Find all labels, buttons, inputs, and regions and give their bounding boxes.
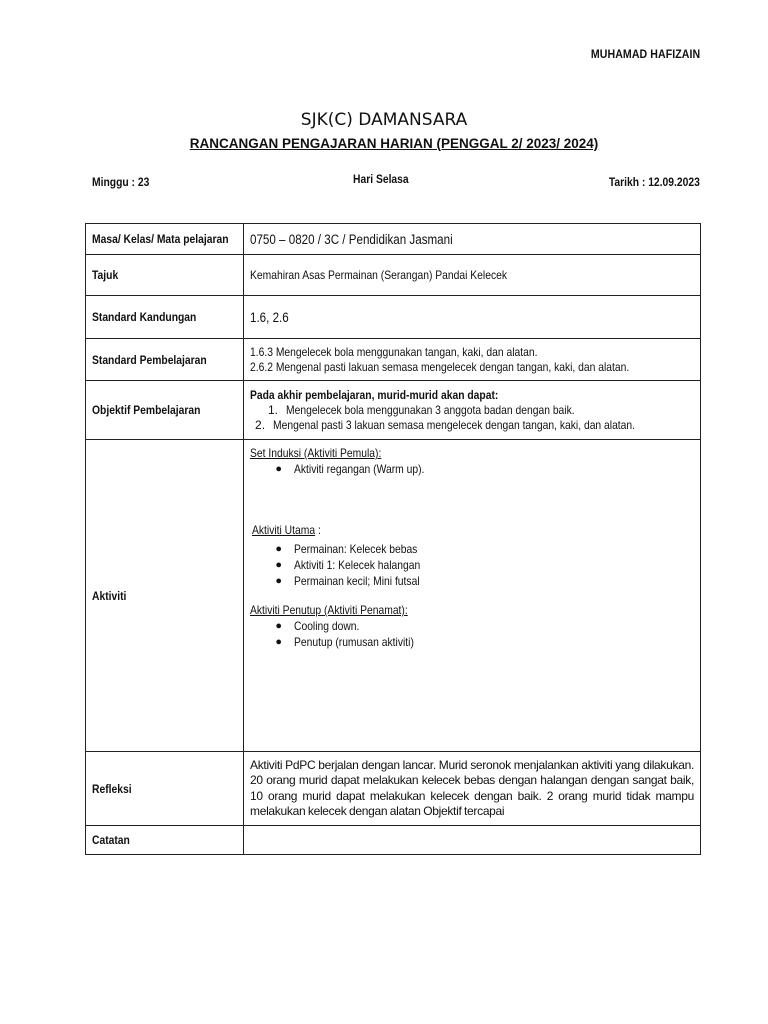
row-value: Kemahiran Asas Permainan (Serangan) Pandai Kelecek [244,255,701,296]
lesson-day: Hari Selasa [353,172,409,186]
row-label: Refleksi [86,752,244,826]
list-item: ● Cooling down. [250,618,694,634]
bullet-icon: ● [275,463,282,475]
bullet-icon: ● [275,620,282,632]
standard-line: 2.6.2 Mengenal pasti lakuan semasa mengelecek dengan tangan, kaki, dan alatan. [250,359,630,374]
week-number: Minggu : 23 [92,175,150,189]
list-item: ● Penutup (rumusan aktiviti) [250,634,694,650]
row-objektif [86,381,701,440]
row-label: Aktiviti [86,440,244,752]
lesson-date: Tarikh : 12.09.2023 [608,175,700,189]
row-label: Standard Kandungan [86,296,244,339]
row-label: Standard Pembelajaran [86,339,244,381]
induksi-title: Set Induksi (Aktiviti Pemula): [250,446,382,460]
row-masa [86,224,701,255]
row-label: Tajuk [86,255,244,296]
row-value [244,339,701,381]
row-refleksi [86,752,701,826]
list-item: 1. Mengelecek bola menggunakan 3 anggota badan dengan baik. [267,402,575,417]
document-title: RANCANGAN PENGAJARAN HARIAN (PENGGAL 2/ 2023/ 2024) [189,136,599,151]
row-catatan [86,826,701,855]
row-aktiviti [86,440,701,752]
author-name: MUHAMAD HAFIZAIN [590,47,700,61]
list-item: 2. Mengenal pasti 3 lakuan semasa mengelecek dengan tangan, kaki, dan alatan. [255,417,636,432]
objective-intro: Pada akhir pembelajaran, murid-murid akan dapat: [250,387,499,402]
list-item: ● Aktiviti regangan (Warm up). [250,461,694,477]
row-value: Set Induksi (Aktiviti Pemula): ● Aktiviti regangan (Warm up). Aktiviti Utama : ● Permainan: Kelecek bebas ● Aktiviti 1: Kelecek halangan ● Permainan kecil; Mini futsal Aktiviti Penutup (Aktiviti Penamat): ● Cooling down. ● Penutup (rumusan aktiviti) [244,440,701,752]
row-standard-pembelajaran [86,339,701,381]
utama-title: Aktiviti Utama [252,523,316,537]
school-name: SJK(C) DAMANSARA [300,110,468,130]
row-label: Catatan [86,826,244,855]
row-value [244,752,701,826]
row-value [244,381,701,440]
row-value: 1.6, 2.6 [244,296,701,339]
lesson-plan-table [85,223,701,855]
list-item: ● Permainan: Kelecek bebas [250,541,694,557]
reflection-text: Aktiviti PdPC berjalan dengan lancar. Murid seronok menjalankan aktiviti yang dilakukan. 20 orang murid dapat melakukan kelecek bebas dengan halangan dengan sangat baik, 10 orang murid dapat melakukan kelecek dengan baik. 2 orang murid tidak mampu melakukan kelecek dengan alatan Objektif tercapai [250,757,694,818]
row-standard-kandungan [86,296,701,339]
penutup-title: Aktiviti Penutup (Aktiviti Penamat): [250,603,408,617]
row-label: Objektif Pembelajaran [86,381,244,440]
bullet-icon: ● [275,543,282,555]
bullet-icon: ● [275,575,282,587]
bullet-icon: ● [275,636,282,648]
list-item: ● Permainan kecil; Mini futsal [250,573,694,589]
row-label: Masa/ Kelas/ Mata pelajaran [86,224,244,255]
row-value [244,826,701,855]
list-item: ● Aktiviti 1: Kelecek halangan [250,557,694,573]
bullet-icon: ● [275,559,282,571]
row-value: 0750 – 0820 / 3C / Pendidikan Jasmani [244,224,701,255]
row-tajuk [86,255,701,296]
standard-line: 1.6.3 Mengelecek bola menggunakan tangan, kaki, dan alatan. [250,344,538,359]
